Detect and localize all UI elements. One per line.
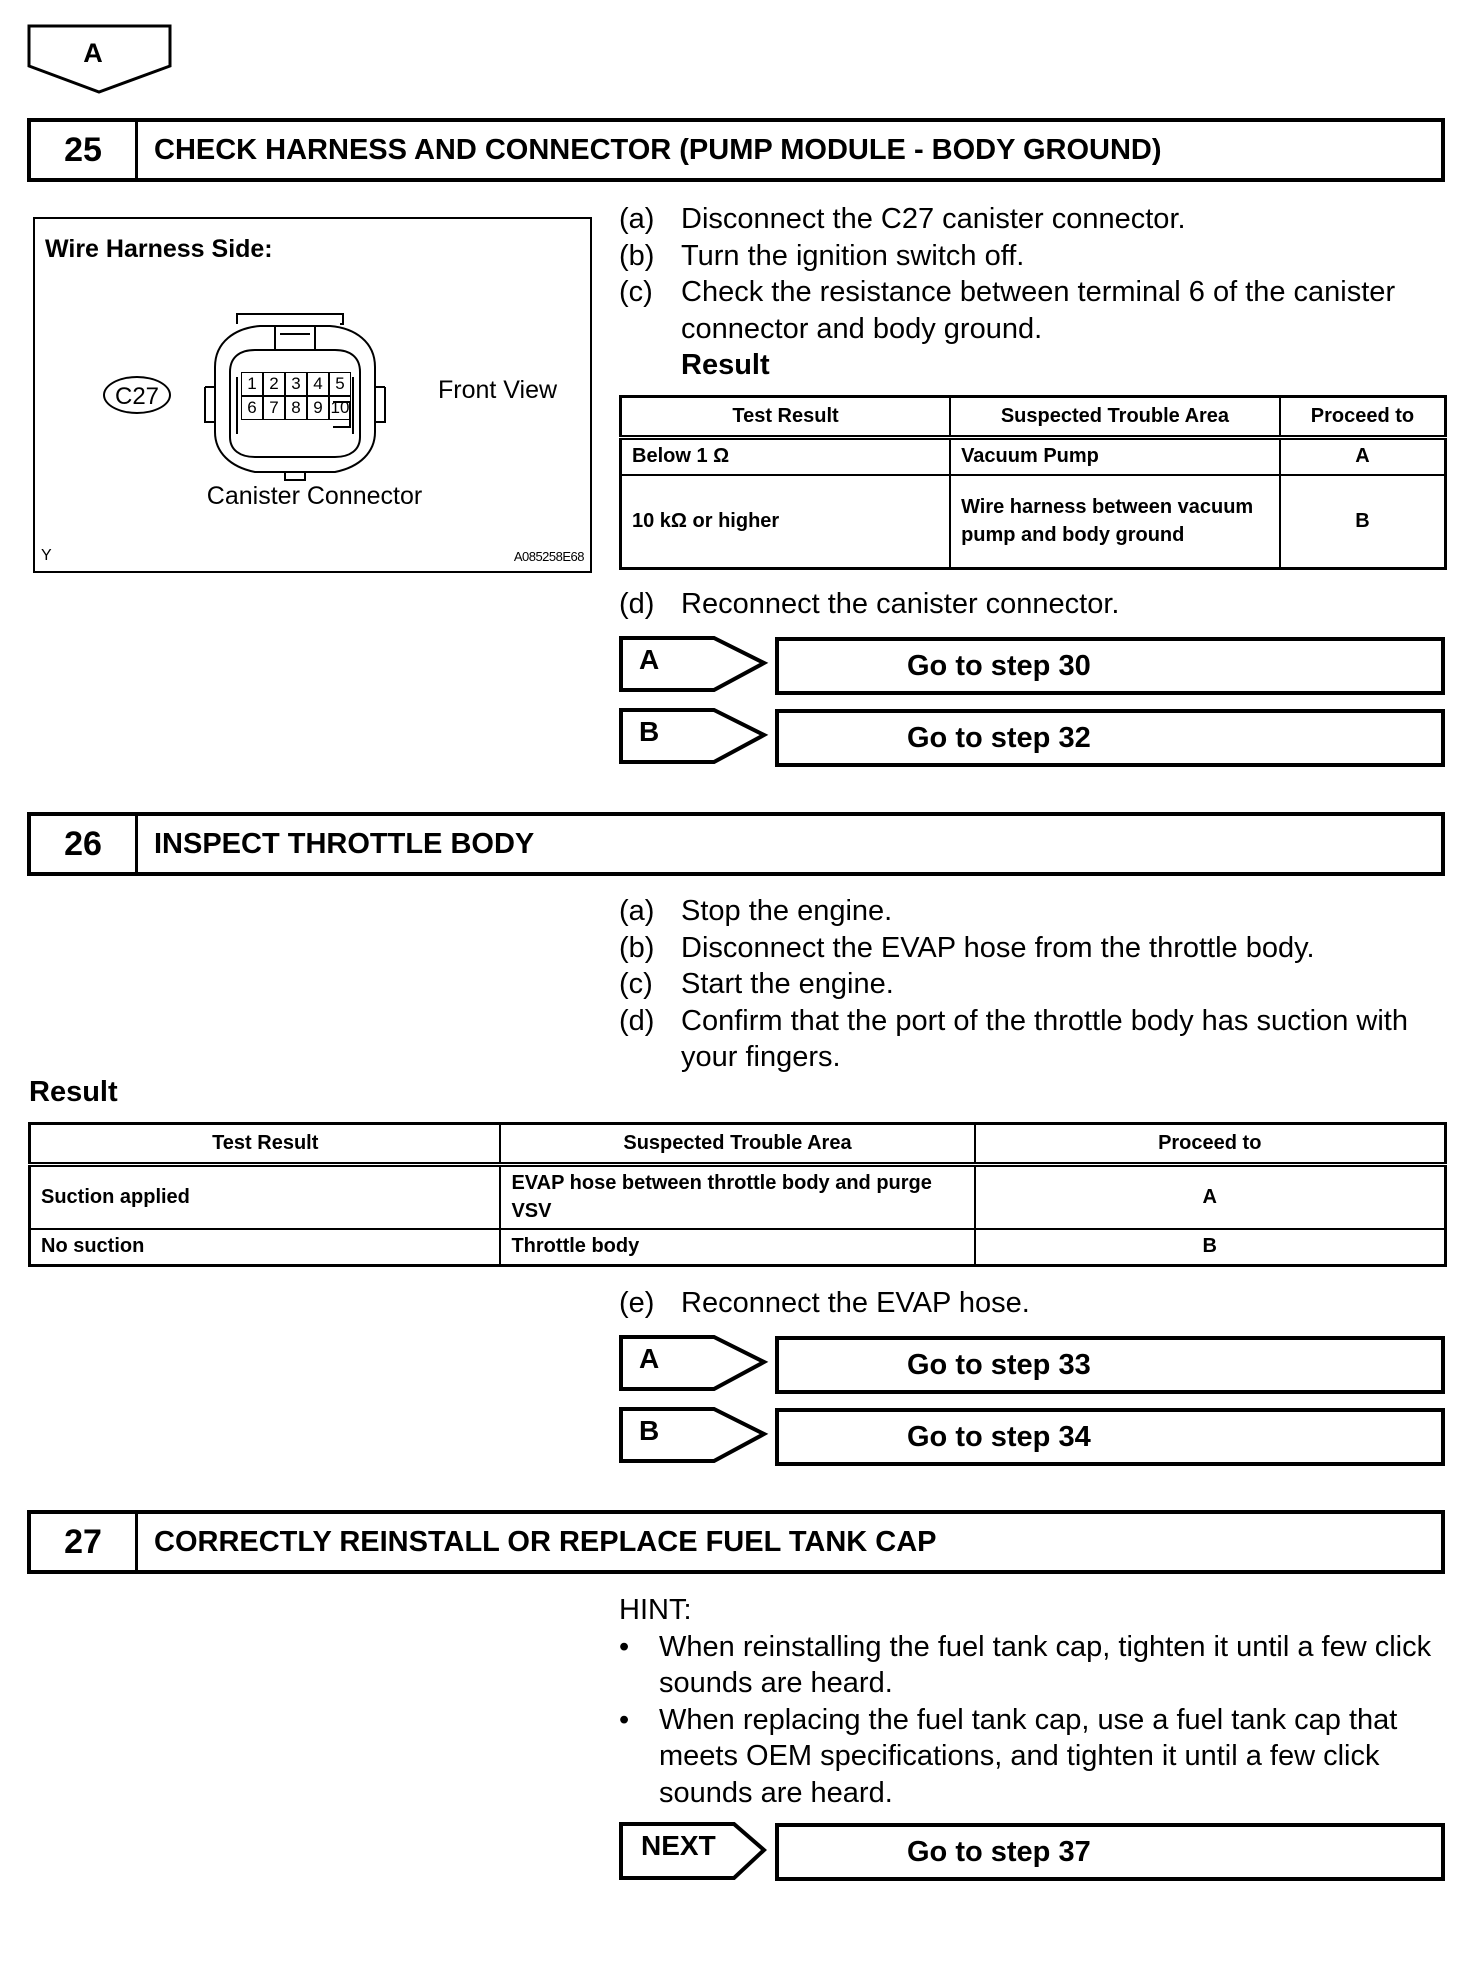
table-cell: B [975,1229,1446,1266]
table-row [621,438,1446,475]
flow-marker-label: A [83,38,103,68]
step-26-after-instructions [619,1285,1030,1322]
column-header: Suspected Trouble Area [950,397,1280,438]
step-title: CORRECTLY REINSTALL OR REPLACE FUEL TANK CAP [154,1526,937,1558]
pin-grid [241,372,351,420]
table-cell: No suction [30,1229,501,1266]
instruction-item [619,1285,1030,1322]
instruction-label: (e) [619,1287,655,1319]
connector-name: Canister Connector [206,482,423,510]
hint-text: When replacing the fuel tank cap, use a fuel tank cap that meets OEM specifications, and tighten it until a few click sounds are heard. [659,1703,1398,1809]
pin: 3 [285,372,307,396]
instruction-text: Start the engine. [681,968,894,1000]
instruction-text: Check the resistance between terminal 6 of the canister connector and body ground. [681,276,1396,345]
goto-step-button[interactable] [775,1336,1445,1394]
table-cell: Below 1 Ω [621,438,951,475]
pin: 2 [263,372,285,396]
column-header: Test Result [30,1124,501,1165]
figure-title: Wire Harness Side: [45,235,273,263]
step-25-instructions [619,201,1445,384]
instruction-label: (a) [619,895,655,927]
step-26-instructions [619,893,1445,1076]
table-cell: Vacuum Pump [950,438,1280,475]
pin: 1 [241,372,263,396]
instruction-text: Disconnect the C27 canister connector. [681,203,1186,235]
step-title: INSPECT THROTTLE BODY [154,828,535,860]
goto-text: Go to step 32 [907,722,1091,754]
table-row [30,1229,1446,1266]
pin: 8 [285,396,307,420]
figure-code: A085258E68 [513,549,584,564]
table-cell: B [1280,475,1446,569]
goto-row-next[interactable] [619,1822,1445,1882]
table-header-row [30,1124,1446,1165]
instruction-label: (b) [619,931,655,964]
instruction-text: Stop the engine. [681,895,893,927]
pin: 7 [263,396,285,420]
instruction-text: Turn the ignition switch off. [681,239,1025,272]
goto-tag: B [639,1415,660,1446]
step-number: 25 [31,122,138,178]
hint-block [619,1592,1445,1811]
goto-step-button[interactable] [775,709,1445,767]
pin: 9 [307,396,329,420]
hint-item [619,1629,1445,1702]
instruction-item [619,1003,1445,1076]
goto-row-b[interactable] [619,708,1445,768]
goto-tag: A [639,1343,660,1374]
goto-row-a[interactable] [619,1335,1445,1395]
hint-text: When reinstalling the fuel tank cap, tighten it until a few click sounds are heard. [659,1630,1432,1699]
goto-step-button[interactable] [775,1408,1445,1466]
goto-step-button[interactable] [775,637,1445,695]
table-cell: A [975,1165,1446,1229]
instruction-item [619,893,1445,930]
step-26-header [27,812,1445,876]
result-row [619,347,1445,384]
step-27-header [27,1510,1445,1574]
connector-id-badge: C27 [103,376,171,414]
bullet-icon: • [619,1630,630,1663]
step-25-after-instructions [619,586,1119,623]
table-cell: Throttle body [500,1229,974,1266]
table-cell: EVAP hose between throttle body and purge VSV [500,1165,974,1229]
instruction-item [619,201,1445,238]
table-cell: Wire harness between vacuum pump and body ground [950,475,1280,569]
goto-text: Go to step 34 [907,1421,1091,1453]
column-header: Proceed to [975,1124,1446,1165]
column-header: Proceed to [1280,397,1446,438]
connector-figure [33,217,592,573]
goto-row-b[interactable] [619,1407,1445,1467]
goto-text: Go to step 30 [907,650,1091,682]
instruction-item [619,966,1445,1003]
step-25-header [27,118,1445,182]
table-row [30,1165,1446,1229]
instruction-label: (c) [619,276,653,308]
result-label: Result [681,349,770,381]
instruction-label: (c) [619,968,653,1000]
instruction-text: Disconnect the EVAP hose from the throttle body. [681,931,1315,964]
figure-corner-label: Y [41,547,52,564]
table-cell: A [1280,438,1446,475]
instruction-item [619,586,1119,623]
column-header: Test Result [621,397,951,438]
goto-text: Go to step 33 [907,1349,1091,1381]
step-26-result-table [28,1122,1447,1267]
pin: 6 [241,396,263,420]
pin: 10 [329,396,351,420]
goto-step-button[interactable] [775,1823,1445,1881]
instruction-text: Confirm that the port of the throttle body has suction with your fingers. [681,1004,1408,1073]
goto-row-a[interactable] [619,636,1445,696]
step-25-result-table [619,395,1447,570]
table-row [621,475,1446,569]
instruction-item [619,274,1445,347]
result-label: Result [29,1076,118,1108]
step-number: 27 [31,1514,138,1570]
goto-text: Go to step 37 [907,1836,1091,1868]
pin: 5 [329,372,351,396]
bullet-icon: • [619,1703,630,1736]
column-header: Suspected Trouble Area [500,1124,974,1165]
goto-tag: A [639,644,660,675]
pin: 4 [307,372,329,396]
instruction-label: (d) [619,1004,655,1037]
table-cell: Suction applied [30,1165,501,1229]
goto-tag: B [639,716,660,747]
table-header-row [621,397,1446,438]
hint-label: HINT: [619,1594,692,1626]
step-number: 26 [31,816,138,872]
flow-marker-a [27,24,175,96]
table-cell: 10 kΩ or higher [621,475,951,569]
goto-tag: NEXT [641,1830,716,1861]
instruction-label: (d) [619,588,655,620]
instruction-item [619,930,1445,967]
instruction-label: (a) [619,203,655,235]
step-title: CHECK HARNESS AND CONNECTOR (PUMP MODULE - BODY GROUND) [154,134,1162,166]
instruction-text: Reconnect the canister connector. [681,588,1120,620]
view-label: Front View [438,376,558,404]
instruction-item [619,238,1445,275]
instruction-label: (b) [619,239,655,272]
instruction-text: Reconnect the EVAP hose. [681,1287,1030,1319]
hint-item [619,1702,1445,1812]
